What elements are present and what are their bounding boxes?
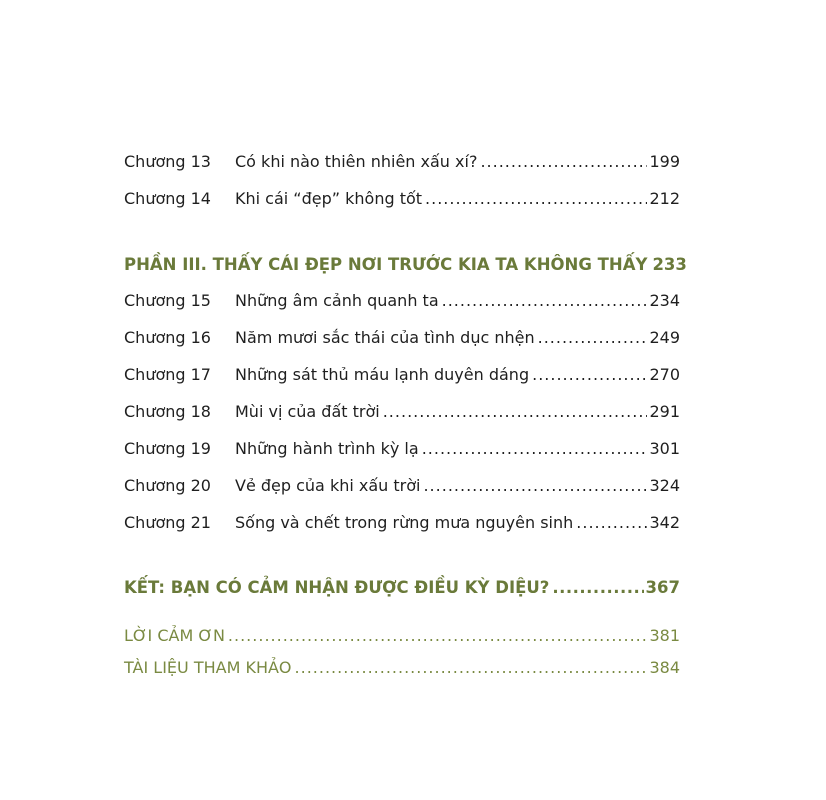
chapter-label: Chương 16	[124, 328, 211, 347]
conclusion-title: KẾT: BẠN CÓ CẢM NHẬN ĐƯỢC ĐIỀU KỲ DIỆU?	[124, 578, 550, 597]
page-number: 301	[649, 439, 680, 458]
chapter-title: Những âm cảnh quanh ta	[235, 291, 439, 310]
chapter-title: Năm mươi sắc thái của tình dục nhện	[235, 328, 535, 347]
page-number: 367	[645, 578, 680, 597]
chapter-label: Chương 14	[124, 189, 211, 208]
dot-leader	[442, 290, 648, 312]
toc-entry-chapter-14[interactable]	[124, 188, 680, 210]
chapter-label: Chương 17	[124, 365, 211, 384]
dot-leader	[425, 188, 647, 210]
page-number: 270	[649, 365, 680, 384]
chapter-title: Khi cái “đẹp” không tốt	[235, 189, 423, 208]
toc-entry-chapter-17[interactable]	[124, 364, 680, 386]
dot-leader	[295, 657, 648, 679]
page-number: 384	[649, 658, 680, 677]
chapter-label: Chương 20	[124, 476, 211, 495]
page-number: 234	[649, 291, 680, 310]
dot-leader	[383, 401, 648, 423]
dot-leader	[422, 438, 648, 460]
chapter-title: Có khi nào thiên nhiên xấu xí?	[235, 152, 478, 171]
chapter-title: Sống và chết trong rừng mưa nguyên sinh	[235, 513, 574, 532]
page-number: 249	[649, 328, 680, 347]
dot-leader	[423, 475, 647, 497]
chapter-title: Vẻ đẹp của khi xấu trời	[235, 476, 421, 495]
dot-leader	[480, 151, 647, 173]
dot-leader	[552, 577, 643, 599]
toc-entry-acknowledgements[interactable]	[124, 625, 680, 647]
toc-entry-chapter-20[interactable]	[124, 475, 680, 497]
toc-entry-chapter-18[interactable]	[124, 401, 680, 423]
toc-entry-chapter-15[interactable]	[124, 290, 680, 312]
page-number: 324	[649, 476, 680, 495]
page-number: 212	[649, 189, 680, 208]
chapter-title: Mùi vị của đất trời	[235, 402, 380, 421]
dot-leader	[532, 364, 647, 386]
toc-entry-chapter-16[interactable]	[124, 327, 680, 349]
toc-entry-part-3[interactable]	[124, 254, 687, 276]
chapter-label: Chương 15	[124, 291, 211, 310]
dot-leader	[228, 625, 648, 647]
back-matter-title: LỜI CẢM ƠN	[124, 626, 225, 645]
dot-leader	[576, 512, 647, 534]
chapter-label: Chương 18	[124, 402, 211, 421]
page-number: 381	[649, 626, 680, 645]
toc-entry-conclusion[interactable]	[124, 577, 680, 599]
page-number: 199	[649, 152, 680, 171]
chapter-label: Chương 21	[124, 513, 211, 532]
toc-entry-references[interactable]	[124, 657, 680, 679]
dot-leader	[538, 327, 648, 349]
chapter-title: Những sát thủ máu lạnh duyên dáng	[235, 365, 530, 384]
chapter-label: Chương 19	[124, 439, 211, 458]
toc-entry-chapter-21[interactable]	[124, 512, 680, 534]
page-number: 233	[652, 255, 687, 274]
toc-entry-chapter-13[interactable]	[124, 151, 680, 173]
chapter-label: Chương 13	[124, 152, 211, 171]
toc-entry-chapter-19[interactable]	[124, 438, 680, 460]
part-title: PHẦN III. THẤY CÁI ĐẸP NƠI TRƯỚC KIA TA KHÔNG THẤY	[124, 255, 648, 274]
page-number: 342	[649, 513, 680, 532]
chapter-title: Những hành trình kỳ lạ	[235, 439, 419, 458]
page-number: 291	[649, 402, 680, 421]
back-matter-title: TÀI LIỆU THAM KHẢO	[124, 658, 292, 677]
